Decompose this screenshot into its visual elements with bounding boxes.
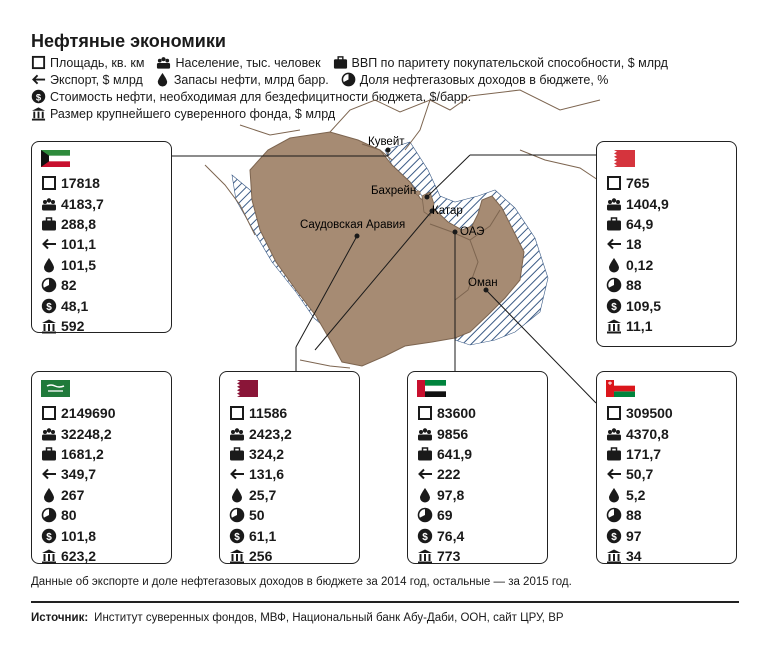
bahrain-flag [606,150,635,167]
stat-breakeven: 109,5 [606,295,736,315]
stat-oil-share: 88 [606,275,736,295]
square-outline-icon [606,405,622,421]
bank-building-icon [606,548,622,564]
legend-gdp: ВВП по паритету покупательской способности, $ млрд [333,55,668,70]
qatar-flag [229,380,258,397]
stat-reserves: 5,2 [606,485,736,505]
dollar-coin-icon [41,528,57,544]
bank-building-icon [229,548,245,564]
dollar-coin-icon [606,528,622,544]
dollar-coin-icon [417,528,433,544]
briefcase-icon [606,216,622,232]
arrow-left-icon [41,236,57,252]
label-kuwait: Кувейт [368,136,405,148]
legend-reserves: Запасы нефти, млрд барр. [155,72,329,87]
stat-reserves: 0,12 [606,255,736,275]
stat-gdp: 171,7 [606,444,736,464]
stat-export: 50,7 [606,464,736,484]
square-outline-icon [41,175,57,191]
briefcase-icon [606,446,622,462]
stat-fund: 256 [229,546,359,566]
people-icon [417,426,433,442]
label-saudi: Саудовская Аравия [300,219,406,231]
oil-drop-icon [417,487,433,503]
square-outline-icon [229,405,245,421]
stat-population: 2423,2 [229,423,359,443]
dollar-coin-icon [606,298,622,314]
legend-fund: Размер крупнейшего суверенного фонда, $ млрд [31,106,335,121]
source-line [31,612,564,624]
stat-gdp: 324,2 [229,444,359,464]
card-kuwait [31,141,172,333]
uae-flag [417,380,446,397]
stat-gdp: 641,9 [417,444,547,464]
people-icon [41,196,57,212]
legend-breakeven: Стоимость нефти, необходимая для бездефицитности бюджета, $/барр. [31,89,471,104]
briefcase-icon [41,446,57,462]
bahrain-land [416,191,420,195]
stat-reserves: 267 [41,485,171,505]
stat-oil-share: 82 [41,275,171,295]
people-icon [606,196,622,212]
people-icon [41,426,57,442]
stat-export: 349,7 [41,464,171,484]
card-oman [596,371,737,564]
label-qatar: Катар [432,205,463,217]
stat-breakeven: 76,4 [417,525,547,545]
oil-drop-icon [41,487,57,503]
stat-breakeven: 61,1 [229,525,359,545]
bank-building-icon [606,318,622,334]
pie-share-icon [229,507,245,523]
square-outline-icon [606,175,622,191]
pie-share-icon [606,277,622,293]
arrow-left-icon [417,466,433,482]
stat-breakeven: 97 [606,525,736,545]
dollar-coin-icon [229,528,245,544]
stat-breakeven: 48,1 [41,295,171,315]
source-label: Источник: [31,612,89,624]
stat-fund: 34 [606,546,736,566]
people-icon [229,426,245,442]
stat-gdp: 1681,2 [41,444,171,464]
dollar-coin-icon [41,298,57,314]
stat-population: 4370,8 [606,423,736,443]
stat-area: 11586 [229,403,359,423]
stat-breakeven: 101,8 [41,525,171,545]
legend-export: Экспорт, $ млрд [31,72,143,87]
pie-share-icon [41,507,57,523]
stat-reserves: 97,8 [417,485,547,505]
card-qatar [219,371,360,564]
stat-area: 2149690 [41,403,171,423]
legend-oil-share: Доля нефтегазовых доходов в бюджете, % [341,72,609,87]
people-icon [606,426,622,442]
stat-population: 9856 [417,423,547,443]
stat-oil-share: 69 [417,505,547,525]
legend-population: Население, тыс. человек [156,55,320,70]
pie-share-icon [606,507,622,523]
stat-oil-share: 50 [229,505,359,525]
pie-share-icon [417,507,433,523]
stat-oil-share: 80 [41,505,171,525]
stat-population: 4183,7 [41,193,171,213]
square-outline-icon [417,405,433,421]
card-bahrain [596,141,737,347]
data-footnote: Данные об экспорте и доле нефтегазовых доходов в бюджете за 2014 год, остальные — за 2015 год. [31,576,572,588]
bank-building-icon [417,548,433,564]
stat-oil-share: 88 [606,505,736,525]
label-uae: ОАЭ [460,226,485,238]
divider [31,601,739,603]
stat-population: 32248,2 [41,423,171,443]
stat-export: 18 [606,234,736,254]
stat-fund: 773 [417,546,547,566]
arrow-left-icon [606,466,622,482]
stat-reserves: 25,7 [229,485,359,505]
source-text: Институт суверенных фондов, МВФ, Национальный банк Абу-Даби, ООН, сайт ЦРУ, BP [94,612,564,624]
briefcase-icon [41,216,57,232]
oil-drop-icon [606,257,622,273]
stat-reserves: 101,5 [41,255,171,275]
stat-gdp: 288,8 [41,214,171,234]
stat-area: 83600 [417,403,547,423]
label-oman: Оман [468,277,498,289]
briefcase-icon [417,446,433,462]
pie-share-icon [41,277,57,293]
stat-area: 309500 [606,403,736,423]
oil-drop-icon [606,487,622,503]
arrow-left-icon [41,466,57,482]
stat-fund: 623,2 [41,546,171,566]
stat-fund: 11,1 [606,316,736,336]
saudi-flag [41,380,70,397]
stat-area: 17818 [41,173,171,193]
page-title: Нефтяные экономики [31,31,226,51]
stat-area: 765 [606,173,736,193]
arrow-left-icon [606,236,622,252]
arrow-left-icon [229,466,245,482]
stat-gdp: 64,9 [606,214,736,234]
stat-export: 131,6 [229,464,359,484]
card-uae [407,371,548,564]
square-outline-icon [41,405,57,421]
oil-drop-icon [41,257,57,273]
stat-population: 1404,9 [606,193,736,213]
legend-area: Площадь, кв. км [31,55,144,70]
stat-export: 101,1 [41,234,171,254]
stat-fund: 592 [41,316,171,336]
bank-building-icon [41,548,57,564]
oil-drop-icon [229,487,245,503]
oman-flag [606,380,635,397]
card-saudi [31,371,172,564]
kuwait-flag [41,150,70,167]
briefcase-icon [229,446,245,462]
label-bahrain: Бахрейн [371,185,417,197]
bank-building-icon [41,318,57,334]
stat-export: 222 [417,464,547,484]
